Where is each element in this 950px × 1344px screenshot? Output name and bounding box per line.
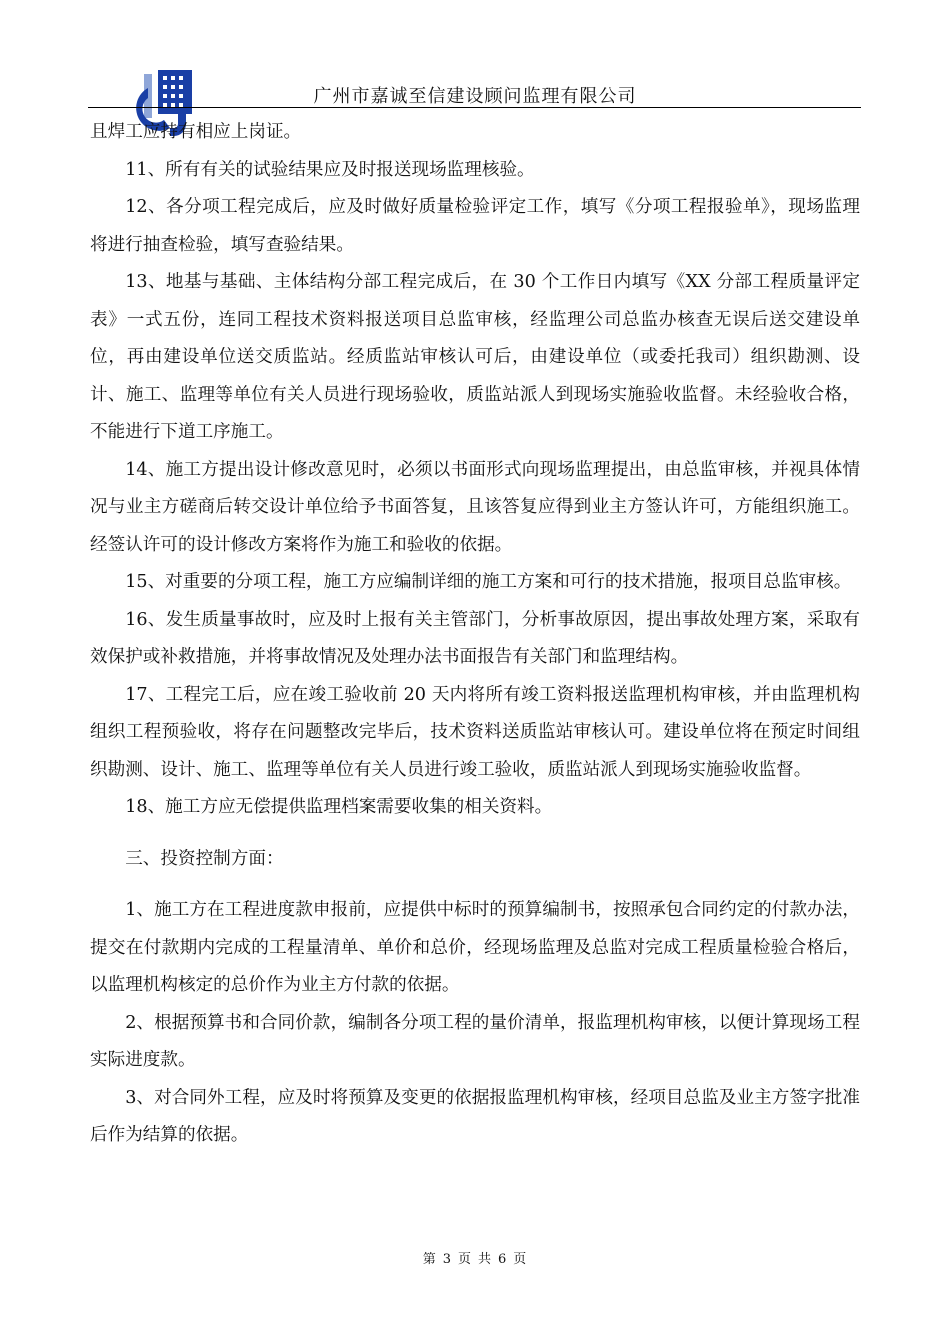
paragraph-item-12: 12、各分项工程完成后，应及时做好质量检验评定工作，填写《分项工程报验单》，现场监理将进行抽查检验，填写查验结果。 (90, 197, 860, 255)
footer-suffix: 页 (513, 1252, 528, 1267)
paragraph-item-11: 11、所有有关的试验结果应及时报送现场监理核验。 (125, 159, 535, 180)
paragraph-investment-3: 3、对合同外工程，应及时将预算及变更的依据报监理机构审核，经项目总监及业主方签字批准后作为结算的依据。 (90, 1087, 860, 1145)
paragraph-item-17: 17、工程完工后，应在竣工验收前 20 天内将所有竣工资料报送监理机构审核，并由监理机构组织工程预验收，将存在问题整改完毕后，技术资料送质监站审核认可。建设单位将在预定时间组织勘测、设计、施工、监理等单位有关人员进行竣工验收，质监站派人到现场实施验收监督。 (90, 684, 860, 780)
paragraph-item-15: 15、对重要的分项工程，施工方应编制详细的施工方案和可行的技术措施，报项目总监审核。 (125, 572, 852, 592)
header-divider (88, 107, 861, 108)
paragraph-investment-1: 1、施工方在工程进度款申报前，应提供中标时的预算编制书，按照承包合同约定的付款办法，提交在付款期内完成的工程量清单、单价和总价，经现场监理及总监对完成工程质量检验合格后，以监理机构核定的总价作为业主方付款的依据。 (90, 900, 860, 995)
paragraph-item-13: 13、地基与基础、主体结构分部工程完成后，在 30 个工作日内填写《XX 分部工程质量评定表》一式五份，连同工程技术资料报送项目总监审核，经监理公司总监办核查无误后送交建设单位，再由建设单位送交质监站。经质监站审核认可后，由建设单位（或委托我司）组织勘测、设计、施工、监理等单位有关人员进行现场验收，质监站派人到现场实施验收监督。未经验收合格，不能进行下道工序施工。 (90, 272, 860, 442)
footer-page-number: 3 (442, 1252, 452, 1267)
paragraph-continuation: 且焊工应持有相应上岗证。 (90, 122, 302, 142)
paragraph-item-14: 14、施工方提出设计修改意见时，必须以书面形式向现场监理提出，由总监审核，并视具体情况与业主方磋商后转交设计单位给予书面答复，且该答复应得到业主方签认许可，方能组织施工。经签认许可的设计修改方案将作为施工和验收的依据。 (90, 459, 860, 555)
footer-prefix: 第 (422, 1252, 437, 1267)
header-company-name: 广州市嘉诚至信建设顾问监理有限公司 (313, 86, 637, 107)
footer-total-pages: 6 (498, 1252, 508, 1267)
section-heading-investment-control: 三、投资控制方面： (125, 848, 284, 869)
footer-total-label: 共 (478, 1252, 493, 1267)
document-body (90, 114, 860, 1155)
paragraph-item-16: 16、发生质量事故时，应及时上报有关主管部门，分析事故原因，提出事故处理方案，采取有效保护或补救措施，并将事故情况及处理办法书面报告有关部门和监理结构。 (90, 609, 860, 667)
page-footer (0, 1248, 950, 1267)
paragraph-investment-2: 2、根据预算书和合同价款，编制各分项工程的量价清单，报监理机构审核，以便计算现场工程实际进度款。 (90, 1012, 860, 1070)
paragraph-item-18: 18、施工方应无偿提供监理档案需要收集的相关资料。 (125, 797, 553, 817)
footer-page-unit: 页 (457, 1252, 472, 1267)
